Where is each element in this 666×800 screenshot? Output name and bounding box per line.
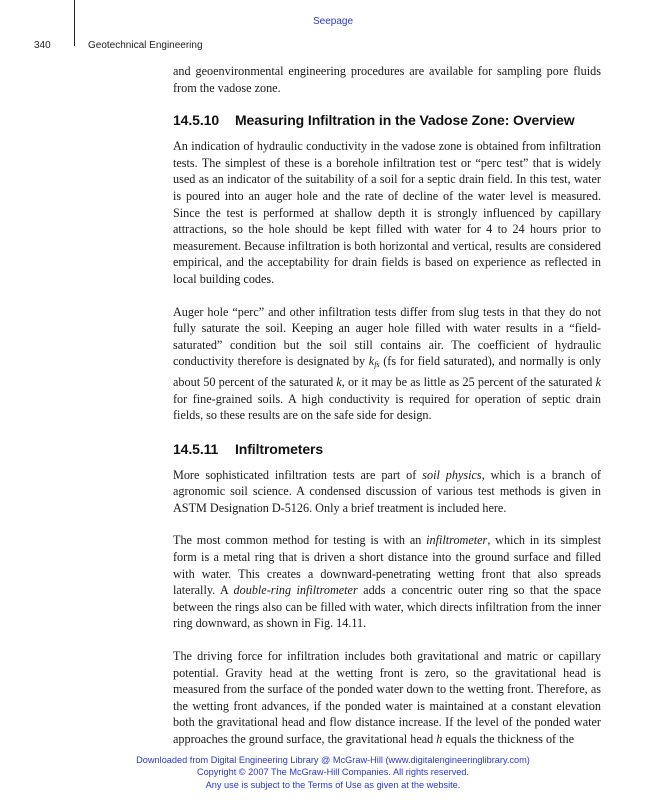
paragraph: More sophisticated infiltration tests are part of soil physics, which is a branch of agronomic soil science. A condensed discussion of various test methods is given in ASTM Designation D-5126. Only a brief treatment is included here. [173, 467, 601, 515]
page-number: 340 [34, 40, 51, 51]
header-divider [74, 0, 75, 46]
footer-line-terms[interactable]: Any use is subject to the Terms of Use as given at the website. [205, 779, 461, 790]
running-head: Seepage [312, 16, 354, 27]
section-title: Measuring Infiltration in the Vadose Zone: Overview [235, 112, 575, 129]
footer-line-copyright: Copyright © 2007 The McGraw-Hill Companies. All rights reserved. [196, 767, 470, 778]
copyright-footer [0, 754, 666, 791]
book-title: Geotechnical Engineering [88, 40, 203, 51]
paragraph: An indication of hydraulic conductivity in the vadose zone is obtained from infiltration tests. The simplest of these is a borehole infiltration test or “perc test” that is widely used as an indicator of the suitability of a soil for a septic drain field. In this test, water is poured into an auger hole and the rate of decline of the water level is measured. Since the test is performed at shallow depth it is strongly influenced by capillary attractions, so the hole should be kept filled with water for 4 to 24 hours prior to measurement. Because infiltration is both horizontal and vertical, results are considered empirical, and the acceptability for drain fields is based on experience as reflected in local building codes. [173, 139, 601, 286]
section-title: Infiltrometers [235, 440, 324, 457]
section-heading-14-5-11 [173, 440, 601, 458]
paragraph: The driving force for infiltration includes both gravitational and matric or capillary potential. Gravity head at the wetting front is zero, so the gravitational head is measured from the surface of the ponded water down to the wetting front. Therefore, as the wetting front advances, if the ponded water is maintained at a constant elevation both the gravitational head and flow distance increase. If the level of the ponded water approaches the ground surface, the gravitational head h equals the thickness of the [173, 649, 601, 746]
paragraph: Auger hole “perc” and other infiltration tests differ from slug tests in that they do not fully saturate the soil. Keeping an auger hole filled with water results in a “field-saturated” condition but the soil still contains air. The coefficient of hydraulic conductivity therefore is designated by $k_{fs}$ (fs for field saturated), and normally is only about 50 percent of the saturated k, or it may be as little as 25 percent of the saturated k for fine-grained soils. A high conductivity is required for operation of septic drain fields, so these results are on the safe side for design. [173, 304, 601, 423]
page-body [173, 63, 601, 764]
section-number: 14.5.10 [173, 112, 220, 129]
section-heading-14-5-10 [173, 111, 601, 129]
continued-paragraph: and geoenvironmental engineering procedures are available for sampling pore fluids from the vadose zone. [173, 64, 601, 95]
footer-line-download[interactable]: Downloaded from Digital Engineering Library @ McGraw-Hill (www.digitalengineeringlibrary.com) [136, 755, 530, 765]
section-number: 14.5.11 [173, 440, 219, 457]
paragraph: The most common method for testing is with an infiltrometer, which in its simplest form is a metal ring that is driven a short distance into the ground surface and filled with water. This creates a downward-penetrating wetting front that also spreads laterally. A double-ring infiltrometer adds a concentric outer ring so that the space between the rings also can be filled with water, which directs infiltration from the inner ring downward, as shown in Fig. 14.11. [173, 533, 601, 631]
